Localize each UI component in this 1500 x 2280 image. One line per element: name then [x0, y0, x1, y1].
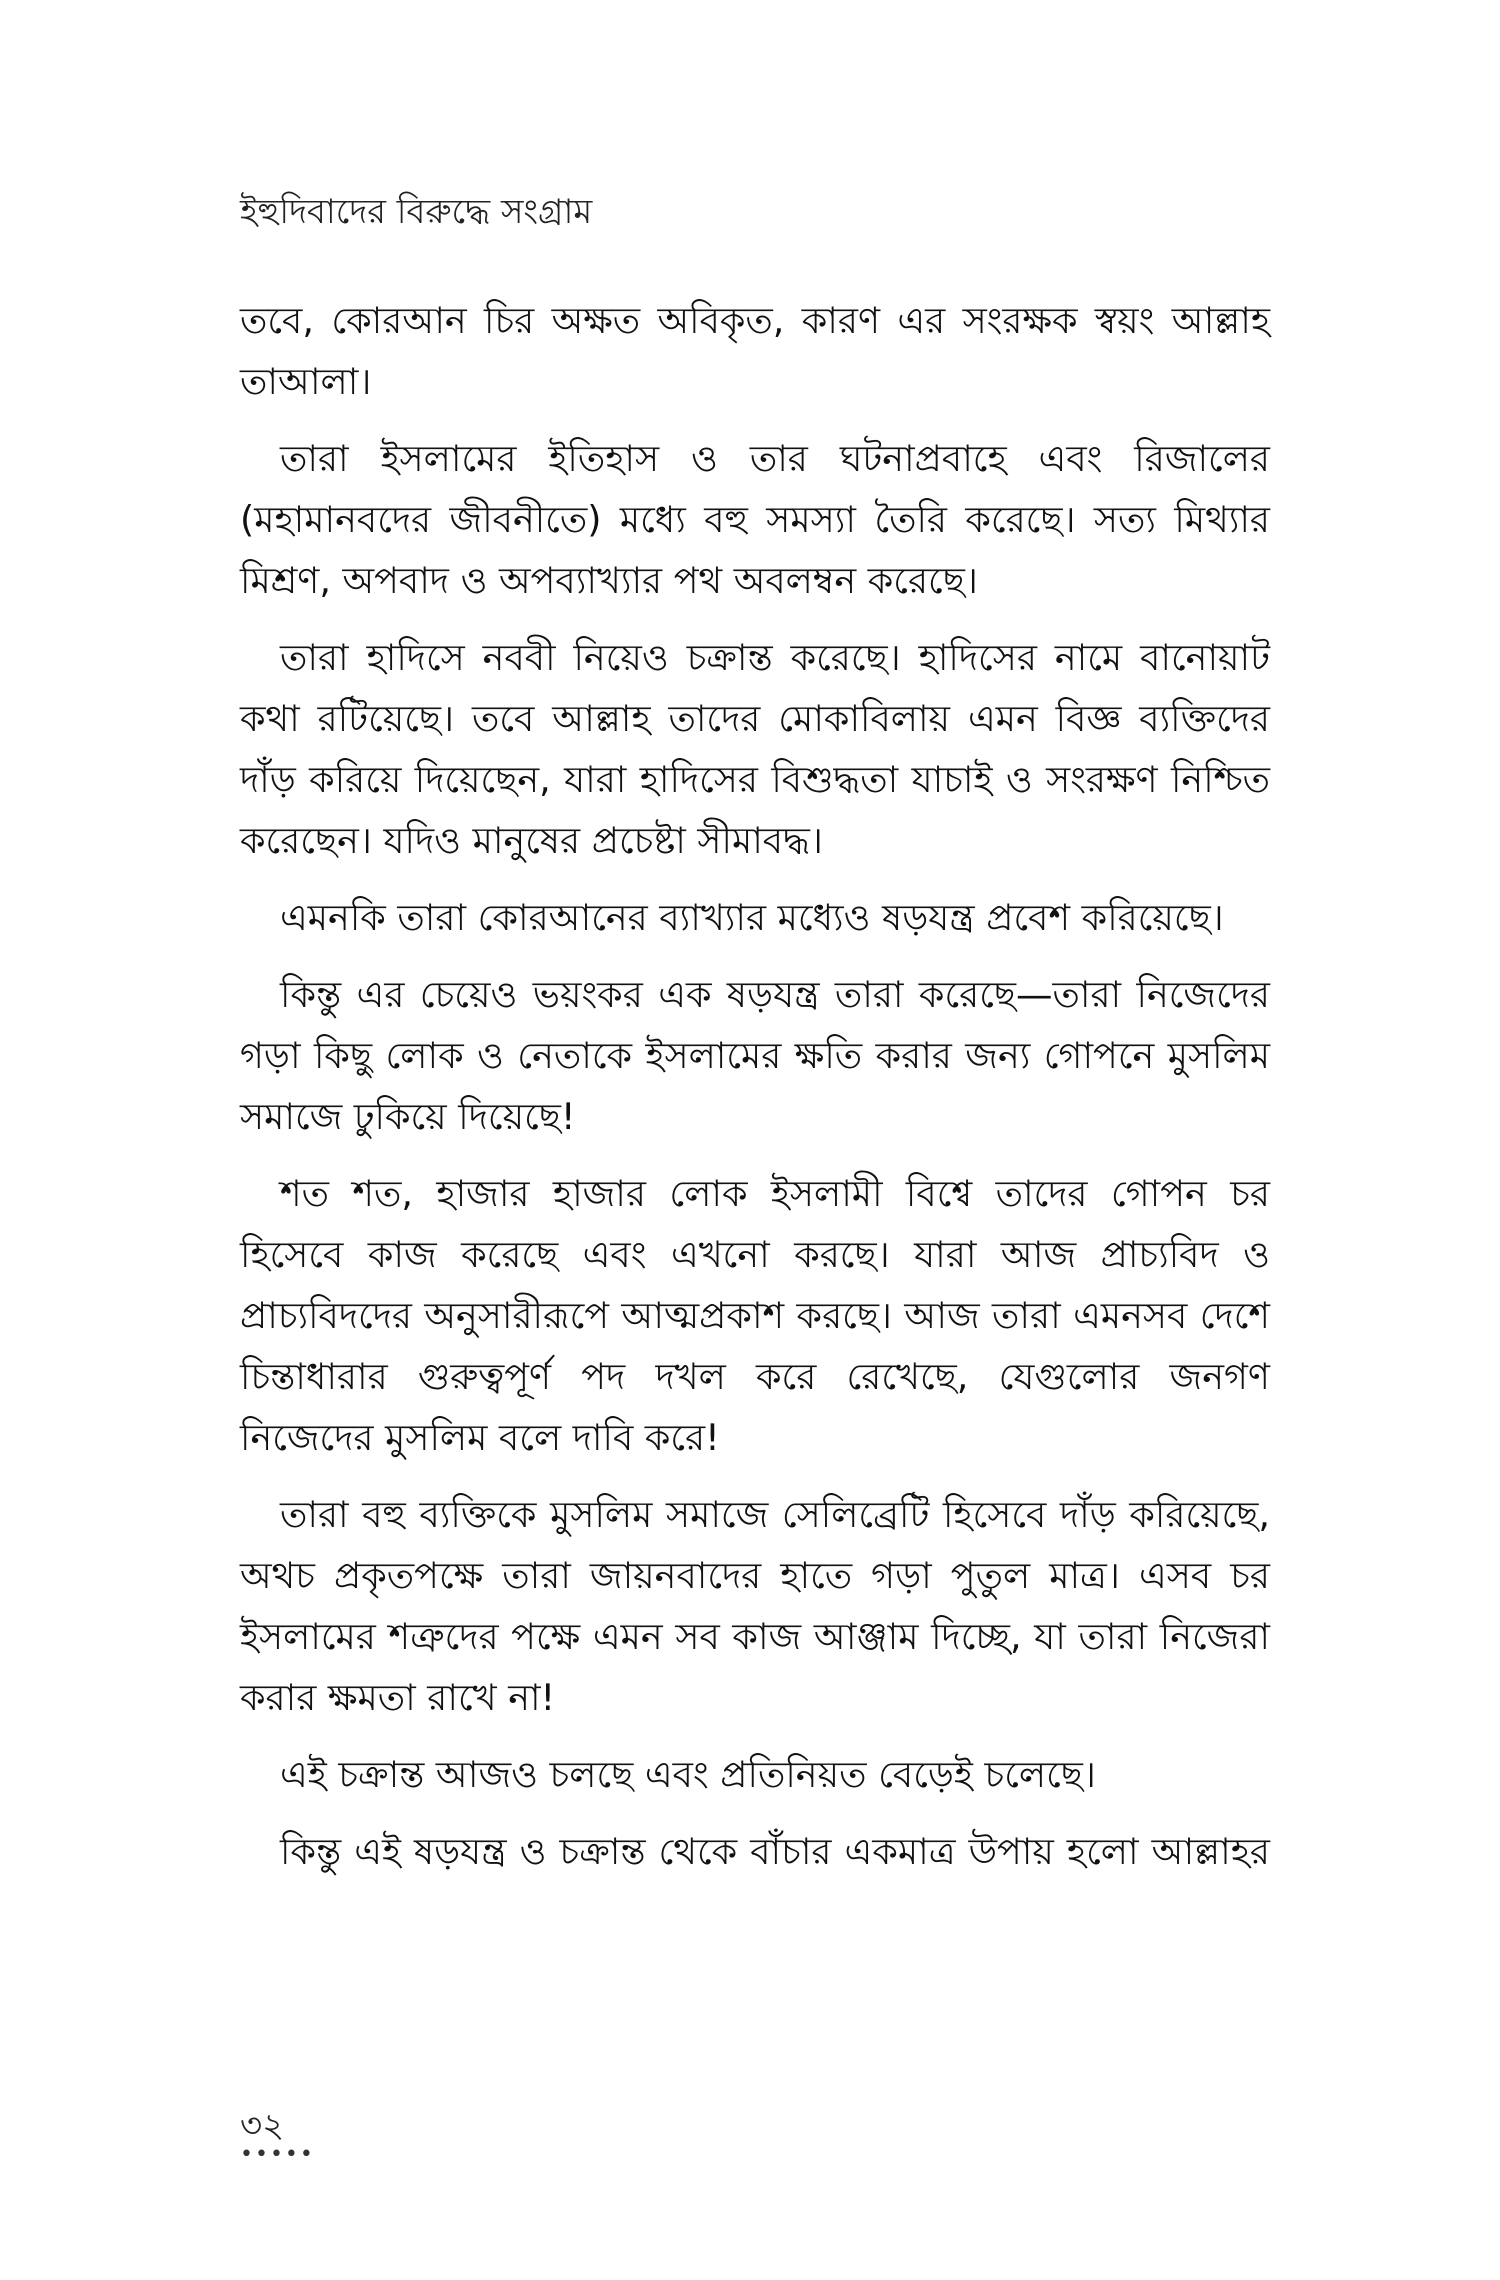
paragraph-1: তবে, কোরআন চির অক্ষত অবিকৃত, কারণ এর সংরক্ষক স্বয়ং আল্লাহ তাআলা। — [240, 299, 1270, 403]
running-title: ইহুদিবাদের বিরুদ্ধে সংগ্রাম — [240, 192, 593, 232]
paragraph-2: তারা ইসলামের ইতিহাস ও তার ঘটনাপ্রবাহে এবং রিজালের (মহামানবদের জীবনীতে) মধ্যে বহু সমস্যা তৈরি করেছে। সত্য মিথ্যার মিশ্রণ, অপবাদ ও অপব্যাখ্যার পথ অবলম্বন করেছে। — [240, 437, 1270, 602]
paragraph-8: এই চক্রান্ত আজও চলছে এবং প্রতিনিয়ত বেড়েই চলেছে। — [280, 1753, 1096, 1796]
folio-ornament: ••••• — [240, 2142, 315, 2167]
paragraph-7: তারা বহু ব্যক্তিকে মুসলিম সমাজে সেলিব্রেটি হিসেবে দাঁড় করিয়েছে, অথচ প্রকৃতপক্ষে তারা জায়নবাদের হাতে গড়া পুতুল মাত্র। এসব চর ইসলামের শত্রুদের পক্ষে এমন সব কাজ আঞ্জাম দিচ্ছে, যা তারা নিজেরা করার ক্ষমতা রাখে না! — [240, 1493, 1270, 1719]
paragraph-4: এমনকি তারা কোরআনের ব্যাখ্যার মধ্যেও ষড়যন্ত্র প্রবেশ করিয়েছে। — [280, 896, 1224, 939]
paragraph-5: কিন্তু এর চেয়েও ভয়ংকর এক ষড়যন্ত্র তারা করেছে—তারা নিজেদের গড়া কিছু লোক ও নেতাকে ইসলামের ক্ষতি করার জন্য গোপনে মুসলিম সমাজে ঢুকিয়ে দিয়েছে! — [240, 973, 1270, 1138]
paragraph-9: কিন্তু এই ষড়যন্ত্র ও চক্রান্ত থেকে বাঁচার একমাত্র উপায় হলো আল্লাহর — [280, 1830, 1270, 1873]
paragraph-3: তারা হাদিসে নববী নিয়েও চক্রান্ত করেছে। হাদিসের নামে বানোয়াট কথা রটিয়েছে। তবে আল্লাহ তাদের মোকাবিলায় এমন বিজ্ঞ ব্যক্তিদের দাঁড় করিয়ে দিয়েছেন, যারা হাদিসের বিশুদ্ধতা যাচাই ও সংরক্ষণ নিশ্চিত করেছেন। যদিও মানুষের প্রচেষ্টা সীমাবদ্ধ। — [240, 636, 1270, 862]
body-text — [240, 290, 1270, 1898]
paragraph-6: শত শত, হাজার হাজার লোক ইসলামী বিশ্বে তাদের গোপন চর হিসেবে কাজ করেছে এবং এখনো করছে। যারা আজ প্রাচ্যবিদ ও প্রাচ্যবিদদের অনুসারীরূপে আত্মপ্রকাশ করছে। আজ তারা এমনসব দেশে চিন্তাধারার গুরুত্বপূর্ণ পদ দখল করে রেখেছে, যেগুলোর জনগণ নিজেদের মুসলিম বলে দাবি করে! — [240, 1172, 1270, 1459]
page-number: ৩২ — [240, 2106, 285, 2146]
